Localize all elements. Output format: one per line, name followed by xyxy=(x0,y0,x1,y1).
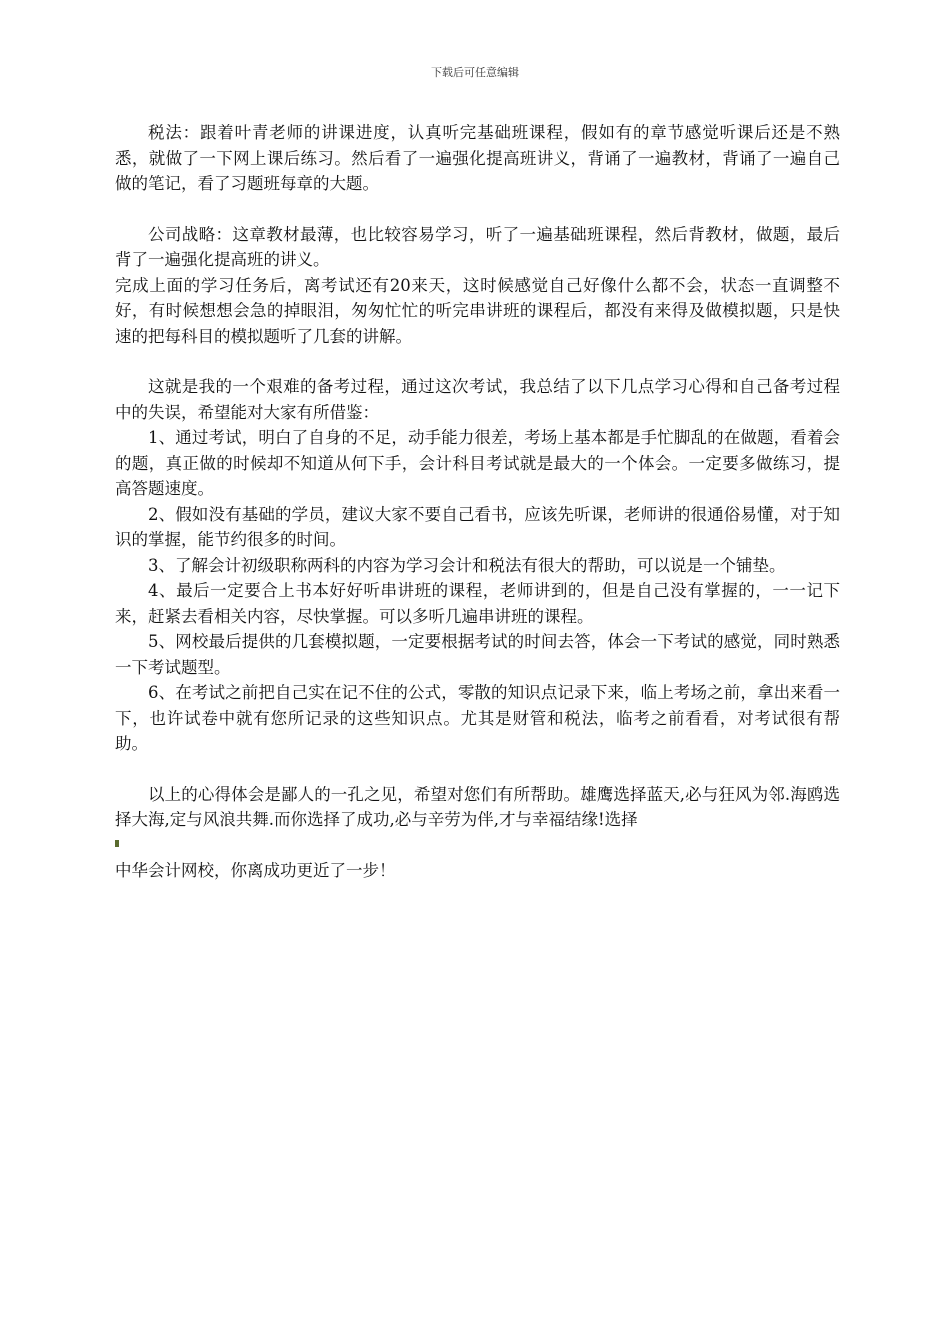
tip-item-4: 4、最后一定要合上书本好好听串讲班的课程，老师讲到的，但是自己没有掌握的，一一记下来，赶紧去看相关内容，尽快掌握。可以多听几遍串讲班的课程。 xyxy=(115,581,840,626)
document-body xyxy=(115,120,840,883)
paragraph-summary-intro: 这就是我的一个艰难的备考过程，通过这次考试，我总结了以下几点学习心得和自己备考过程中的失误，希望能对大家有所借鉴： xyxy=(115,377,840,422)
paragraph-gap xyxy=(115,349,840,374)
tip-item-2: 2、假如没有基础的学员，建议大家不要自己看书，应该先听课，老师讲的很通俗易懂，对于知识的掌握，能节约很多的时间。 xyxy=(115,504,840,549)
paragraph-strategy: 公司战略：这章教材最薄，也比较容易学习，听了一遍基础班课程，然后背教材，做题，最后背了一遍强化提高班的讲义。 xyxy=(115,224,840,269)
tip-item-6: 6、在考试之前把自己实在记不住的公式，零散的知识点记录下来，临上考场之前，拿出来看一下，也许试卷中就有您所记录的这些知识点。尤其是财管和税法，临考之前看看，对考试很有帮助。 xyxy=(115,683,840,753)
tip-item-1: 1、通过考试，明白了自身的不足，动手能力很差，考场上基本都是手忙脚乱的在做题，看着会的题，真正做的时候却不知道从何下手，会计科目考试就是最大的一个体会。一定要多做练习，提高答题速度。 xyxy=(115,428,840,498)
tip-item-3: 3、了解会计初级职称两科的内容为学习会计和税法有很大的帮助，可以说是一个铺垫。 xyxy=(148,555,786,575)
page-header-note: 下载后可任意编辑 xyxy=(431,66,519,79)
paragraph-tax-law: 税法：跟着叶青老师的讲课进度，认真听完基础班课程，假如有的章节感觉听课后还是不熟悉，就做了一下网上课后练习。然后看了一遍强化提高班讲义，背诵了一遍教材，背诵了一遍自己做的笔记，看了习题班每章的大题。 xyxy=(115,123,840,193)
paragraph-gap xyxy=(115,757,840,782)
image-placeholder-line xyxy=(115,833,840,858)
paragraph-gap xyxy=(115,197,840,222)
paragraph-closing: 以上的心得体会是鄙人的一孔之见，希望对您们有所帮助。雄鹰选择蓝天,必与狂风为邻.海鸥选择大海,定与风浪共舞.而你选择了成功,必与辛劳为伴,才与幸福结缘!选择 xyxy=(115,784,840,829)
tip-item-5: 5、网校最后提供的几套模拟题，一定要根据考试的时间去答，体会一下考试的感觉，同时熟悉一下考试题型。 xyxy=(115,632,840,677)
paragraph-final: 中华会计网校，你离成功更近了一步！ xyxy=(115,860,396,880)
image-placeholder-icon xyxy=(115,840,119,847)
paragraph-after-tasks: 完成上面的学习任务后，离考试还有20来天，这时候感觉自己好像什么都不会，状态一直调整不好，有时候想想会急的掉眼泪，匆匆忙忙的听完串讲班的课程后，都没有来得及做模拟题，只是快速的把每科目的模拟题听了几套的讲解。 xyxy=(115,275,840,346)
